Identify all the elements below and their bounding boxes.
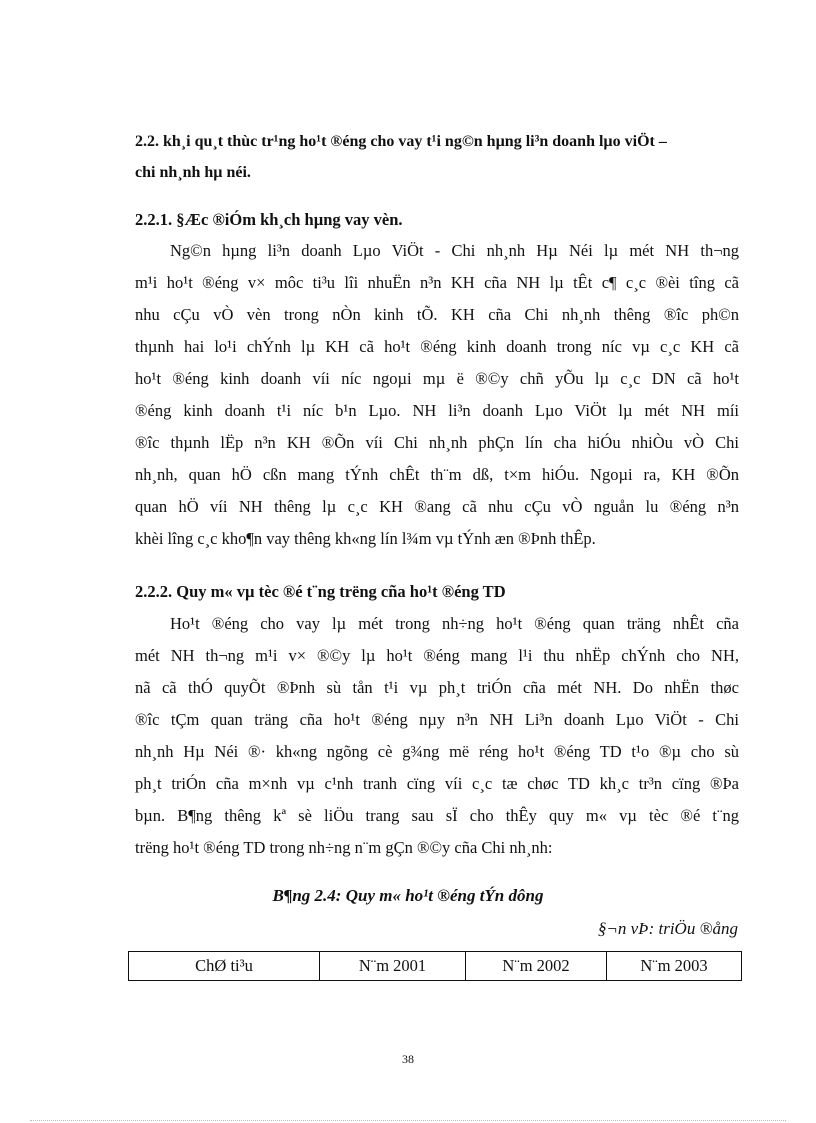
paragraph-line: ®îc thµnh lËp n³n KH ®Õn víi Chi nh¸nh phÇn lín cha hiÓu nhiÒu vÒ Chi (135, 433, 739, 452)
paragraph-line: trëng ho¹t ®éng TD trong nh÷ng n¨m gÇn ®©y cña Chi nh¸nh: (135, 838, 553, 857)
section-heading-line-1: 2.2. kh¸i qu¸t thùc tr¹ng ho¹t ®éng cho vay t¹i ng©n hµng li³n doanh lµo viÖt – (135, 133, 667, 150)
section-heading-line-2: chi nh¸nh hµ néi. (135, 164, 251, 181)
paragraph-line: thµnh hai lo¹i chÝnh lµ KH cã ho¹t ®éng kinh doanh trong níc vµ c¸c KH cã (135, 337, 739, 356)
paragraph-line: m¹i ho¹t ®éng v× môc ti³u lîi nhuËn n³n KH cña NH lµ tÊt c¶ c¸c ®èi tîng cã (135, 273, 739, 292)
table-caption: B¶ng 2.4: Quy m« ho¹t ®éng tÝn dông (272, 886, 544, 905)
paragraph-line: nã cã thÓ quyÕt ®Þnh sù tån t¹i vµ ph¸t triÓn cña mét NH. Do nhËn thøc (135, 678, 739, 697)
table-header-cell: N¨m 2002 (466, 952, 607, 981)
subheading-2-2-1: 2.2.1. §Æc ®iÓm kh¸ch hµng vay vèn. (135, 210, 403, 229)
table-header-row (129, 952, 742, 981)
paragraph-line: nh¸nh, quan hÖ cßn mang tÝnh chÊt th¨m dß, t×m hiÓu. Ngoµi ra, KH ®Õn (135, 465, 739, 484)
table-header-cell: N¨m 2001 (320, 952, 466, 981)
paragraph-line: Ho¹t ®éng cho vay lµ mét trong nh÷ng ho¹t ®éng quan träng nhÊt cña (170, 614, 739, 633)
paragraph-line: nh¸nh Hµ Néi ®· kh«ng ngõng cè g¾ng më réng ho¹t ®éng TD t¹o ®µ cho sù (135, 742, 739, 761)
unit-label: §¬n vÞ: triÖu ®ång (597, 919, 738, 938)
paragraph-line: ph¸t triÓn cña m×nh vµ c¹nh tranh cïng víi c¸c tæ chøc TD kh¸c tr³n cïng ®Þa (135, 774, 739, 793)
paragraph-line: ®îc tÇm quan träng cña ho¹t ®éng nµy n³n NH Li³n doanh Lµo ViÖt - Chi (135, 710, 739, 729)
page-number: 38 (402, 1052, 414, 1066)
table-header-cell: N¨m 2003 (607, 952, 742, 981)
page-bottom-divider (30, 1120, 786, 1121)
subheading-2-2-2: 2.2.2. Quy m« vµ tèc ®é t¨ng trëng cña ho¹t ®éng TD (135, 582, 506, 601)
paragraph-line: khèi lîng c¸c kho¶n vay thêng kh«ng lín l¾m vµ tÝnh æn ®Þnh thÊp. (135, 529, 596, 548)
paragraph-line: Ng©n hµng li³n doanh Lµo ViÖt - Chi nh¸nh Hµ Néi lµ mét NH th¬ng (170, 241, 739, 260)
paragraph-line: quan hÖ víi NH thêng lµ c¸c KH ®ang cã nhu cÇu vÒ nguån lu ®éng n³n (135, 497, 739, 516)
paragraph-line: bµn. B¶ng thêng kª sè liÖu trang sau sÏ cho thÊy quy m« vµ tèc ®é t¨ng (135, 806, 739, 825)
paragraph-line: mét NH th¬ng m¹i v× ®©y lµ ho¹t ®éng mang l¹i thu nhËp chÝnh cho NH, (135, 646, 739, 665)
table-header-cell: ChØ ti³u (129, 952, 320, 981)
paragraph-line: ®éng kinh doanh t¹i níc b¹n Lµo. NH li³n doanh Lµo ViÖt lµ mét NH míi (135, 401, 739, 420)
credit-scale-table (128, 951, 742, 981)
paragraph-line: ho¹t ®éng kinh doanh víi níc ngoµi mµ ë ®©y chñ yÕu lµ c¸c DN cã ho¹t (135, 369, 739, 388)
paragraph-line: nhu cÇu vÒ vèn trong nÒn kinh tÕ. KH cña Chi nh¸nh thêng ®îc ph©n (135, 305, 739, 324)
